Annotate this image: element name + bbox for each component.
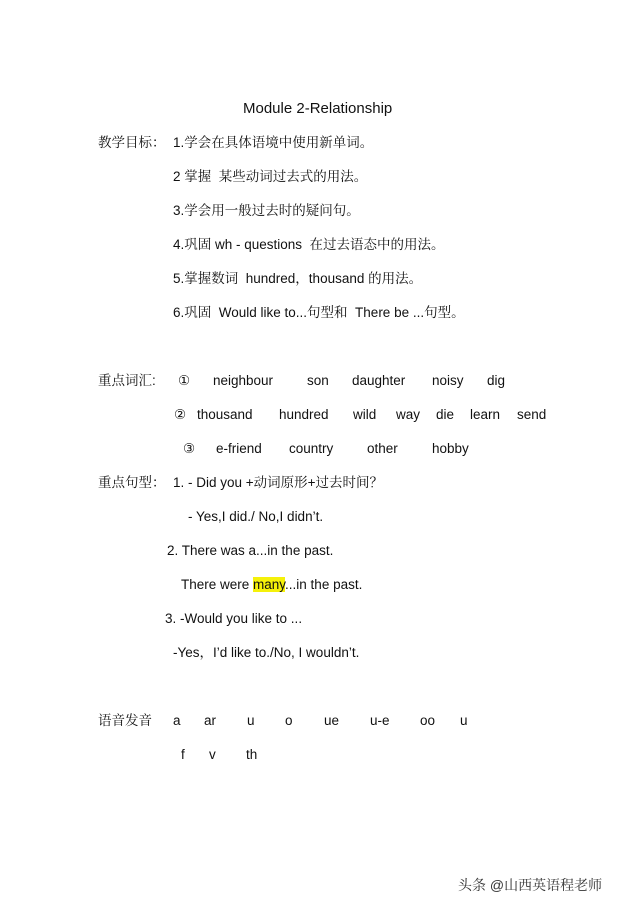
vocab-row-marker: ② [174,407,187,422]
phonics-item: a [173,713,181,728]
phonics-item: th [246,747,258,762]
vocab-word: thousand [197,407,253,422]
phonics-item: ue [324,713,340,728]
phonics-item: u [460,713,468,728]
vocab-word: hobby [432,441,469,456]
phonics-label: 语音发音 [98,713,152,728]
vocab-word: country [289,441,334,456]
objective-item: 4.巩固 wh - questions 在过去语态中的用法。 [173,237,445,252]
objective-item: 6.巩固 Would like to...句型和 There be ...句型。 [173,305,465,320]
sentence-line: 2. There was a...in the past. [167,543,334,558]
vocab-word: other [367,441,398,456]
vocabulary-label: 重点词汇: [98,373,156,388]
page-title: Module 2-Relationship [243,100,393,117]
sentences-label: 重点句型： [98,475,166,490]
sentence-line: -Yes，I’d like to./No, I wouldn’t. [173,645,360,660]
vocab-word: noisy [432,373,464,388]
sentence-line: 3. -Would you like to ... [165,611,303,626]
phonics-item: oo [420,713,436,728]
phonics-item: u-e [370,713,390,728]
phonics-item: o [285,713,293,728]
sentence-line-there-were [181,576,362,594]
vocab-word: learn [470,407,501,422]
vocab-word: daughter [352,373,406,388]
vocab-word: send [517,407,547,422]
phonics-item: ar [204,713,217,728]
vocab-word: son [307,373,329,388]
sentence-line: 1. - Did you +动词原形+过去时间？ [173,475,384,490]
sentence-line: - Yes,I did./ No,I didn’t. [188,509,324,524]
vocab-row-marker: ① [178,373,191,388]
vocab-word: die [436,407,455,422]
vocab-word: dig [487,373,506,388]
vocab-word: way [396,407,421,422]
vocab-word: e-friend [216,441,262,456]
sentence-text: ...in the past. [285,577,363,592]
objective-item: 2 掌握 某些动词过去式的用法。 [173,169,368,184]
sentence-text: There were [181,577,254,592]
watermark: 头条 @山西英语程老师 [458,877,603,893]
vocab-word: wild [353,407,377,422]
objective-item: 3.学会用一般过去时的疑问句。 [173,203,360,218]
vocab-row-marker: ③ [183,441,196,456]
objective-item: 1.学会在具体语境中使用新单词。 [173,135,374,150]
objectives-label: 教学目标： [98,135,166,150]
vocab-word: hundred [279,407,329,422]
phonics-item: v [209,747,216,762]
vocab-word: neighbour [213,373,274,388]
phonics-item: f [181,747,185,762]
phonics-item: u [247,713,255,728]
highlighted-word: many [253,577,286,592]
objective-item: 5.掌握数词 hundred，thousand 的用法。 [173,271,423,286]
